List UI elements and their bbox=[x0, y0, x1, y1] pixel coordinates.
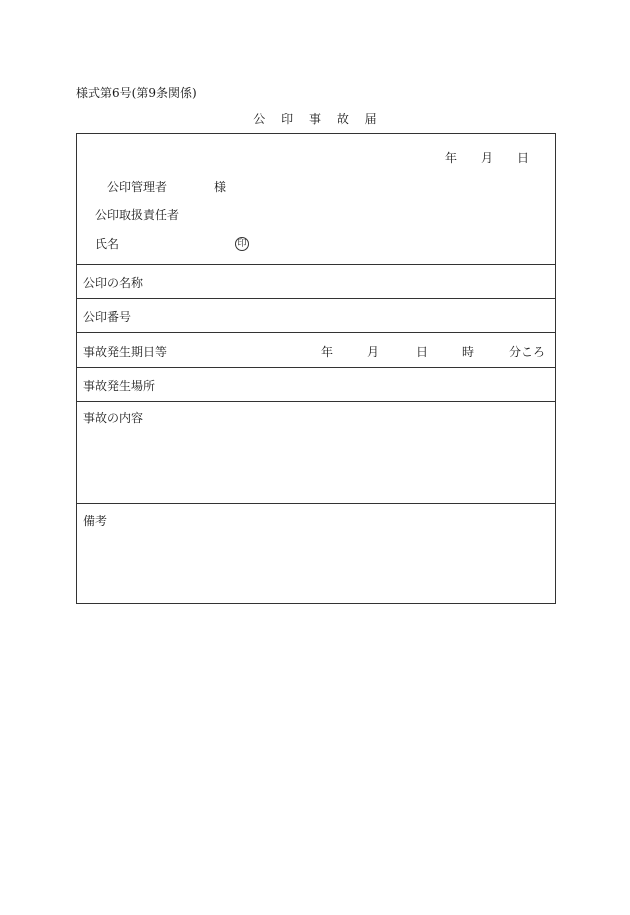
dt-day-label: 日 bbox=[416, 345, 429, 359]
dt-month-label: 月 bbox=[367, 345, 380, 359]
addressee-suffix: 様 bbox=[214, 180, 227, 194]
title-char: 故 bbox=[336, 112, 349, 126]
row-divider bbox=[77, 367, 555, 368]
title-char: 印 bbox=[281, 112, 294, 126]
row-divider bbox=[77, 264, 555, 265]
row-divider bbox=[77, 401, 555, 402]
submitter-title: 公印取扱責任者 bbox=[95, 208, 180, 222]
dt-hour-label: 時 bbox=[462, 345, 475, 359]
title-char: 届 bbox=[364, 112, 377, 126]
seal-mark: 印 bbox=[235, 237, 249, 251]
remarks-label: 備考 bbox=[83, 514, 108, 528]
addressee-label: 公印管理者 bbox=[107, 180, 168, 194]
name-label: 氏名 bbox=[95, 237, 120, 251]
title-char: 事 bbox=[308, 112, 321, 126]
seal-name-label: 公印の名称 bbox=[83, 276, 144, 290]
date-month-label: 月 bbox=[481, 151, 494, 165]
dt-year-label: 年 bbox=[321, 345, 334, 359]
title-char: 公 bbox=[253, 112, 266, 126]
seal-number-label: 公印番号 bbox=[83, 310, 132, 324]
date-year-label: 年 bbox=[445, 151, 458, 165]
form-table bbox=[76, 133, 556, 604]
accident-place-label: 事故発生場所 bbox=[83, 379, 156, 393]
form-number-label: 様式第6号(第9条関係) bbox=[76, 86, 197, 100]
row-divider bbox=[77, 332, 555, 333]
accident-datetime-label: 事故発生期日等 bbox=[83, 345, 168, 359]
date-day-label: 日 bbox=[517, 151, 530, 165]
dt-minute-label: 分ころ bbox=[509, 345, 546, 359]
document-title bbox=[0, 110, 630, 127]
accident-content-label: 事故の内容 bbox=[83, 411, 144, 425]
row-divider bbox=[77, 503, 555, 504]
seal-stamp-icon bbox=[235, 235, 249, 251]
row-divider bbox=[77, 298, 555, 299]
